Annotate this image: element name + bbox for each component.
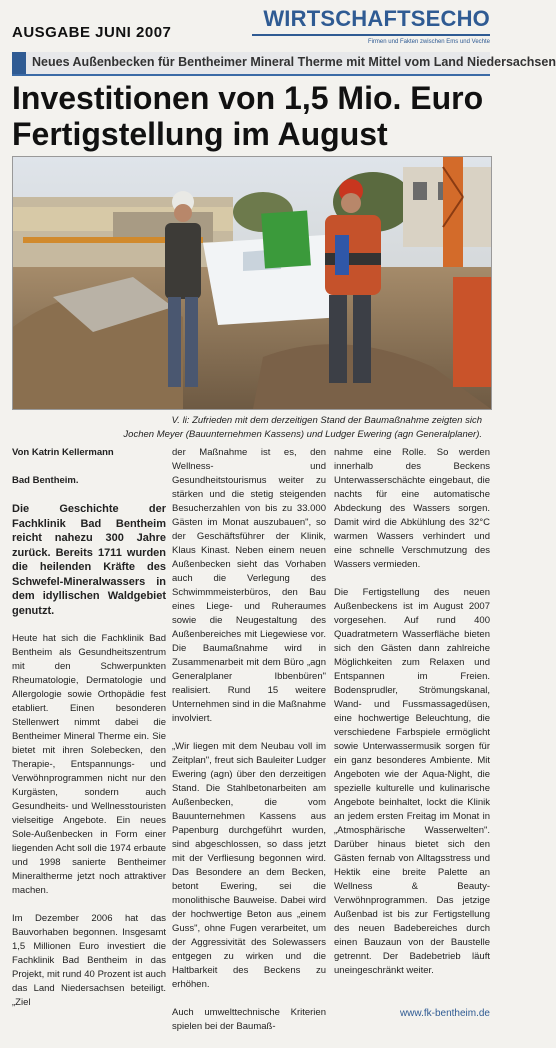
body-paragraph: Im Dezember 2006 hat das Bauvorhaben begonnen. Insgesamt 1,5 Millionen Euro investiert die Fachklinik Bad Bentheim in das Projekt, mit rund 40 Prozent ist auch das Land Niedersachsen beteiligt. „Ziel <box>12 913 166 1008</box>
body-paragraph: Heute hat sich die Fachklinik Bad Bentheim als Gesundheitszentrum mit den Schwerpunkten Rheumatologie, Dermatologie und Allergologie sowie Orthopädie fest etabliert. Einen besonderen Stellenwert nimmt dabei die Bentheimer Mineral Therme ein. Sie bietet mit ihren Solebecken, den Therapie-, Entspannungs- und Verwöhnprogrammen nicht nur den Kurgästen, sondern auch Gesundheits- und Wellnesstouristen vielseitige Angebote. Ein neues Sole-Außenbecken in Form einer liegenden Acht soll die 1974 erbaute und 1998 sanierte Bentheimer Mineraltherme jetzt noch attraktiver machen. <box>12 633 166 896</box>
body-paragraph: „Wir liegen mit dem Neubau voll im Zeitplan", freut sich Bauleiter Ludger Ewering (agn) über den derzeitigen Stand. Die Stahlbetonarbeiten am Außenbecken, die vom Bauunternehmen Kassens aus Papenburg durchgeführt wurden, sind abgeschlossen, so dass jetzt mit der Verfliesung begonnen wird. Das Besondere an dem Becken, betont Ewering, sei die monolithische Bauweise. Dabei wird der hochwertige Beton aus „einem Guss", ohne Fugen verarbeitet, um der Aggressivität des Solewassers entgegen zu wirken und die Haltbarkeit des Beckens zu erhöhen. <box>172 741 326 990</box>
article-headline <box>12 80 492 152</box>
lead-paragraph: Die Geschichte der Fachklinik Bad Bentheim reicht nahezu 300 Jahre zurück. Bereits 1711 wurden die heilenden Kräfte des Schwefel-Mineralwassers in dem idyllischen Waldgebiet genutzt. <box>12 503 166 617</box>
caption-line-1: V. li: Zufrieden mit dem derzeitigen Stand der Baumaßnahme zeigten sich <box>171 415 482 426</box>
construction-site-photo <box>13 157 491 409</box>
subheadline-text: Neues Außenbecken für Bentheimer Mineral Therme mit Mittel vom Land Niedersachsen <box>32 55 556 69</box>
subheadline-marker <box>12 52 26 74</box>
body-paragraph: Auch umwelttechnische Kriterien spielen bei der Baumaß- <box>172 1007 326 1032</box>
article-column-2 <box>172 446 326 1048</box>
author-byline: Von Katrin Kellermann <box>12 447 114 458</box>
body-paragraph: der Maßnahme ist es, den Wellness- und Gesundheitstourismus weiter zu stärken und die stetig steigenden Besucherzahlen von bis zu 33.000 Gästen im Monat auszubauen", so der Geschäftsführer der Klinik, Klaus Kinast. Neben einem neuen Außenbecken sieht das Vorhaben auch die Verlegung des Schwimmmeisterbüros, den Bau eines Liege- und Ruheraumes sowie die Neugestaltung des Außenbereiches mit Liegewiese vor. Die Baumaßnahme wird in Zusammenarbeit mit dem Büro „agn Generalplaner Ibbenbüren" realisiert. Rund 15 weitere Unternehmen sind in die Maßnahme involviert. <box>172 447 326 724</box>
website-link[interactable]: www.fk-bentheim.de <box>399 1008 490 1019</box>
article-column-3 <box>334 446 490 992</box>
caption-line-2: Jochen Meyer (Bauunternehmen Kassens) und Ludger Ewering (agn Generalplaner). <box>123 429 482 440</box>
headline-line-2: Fertigstellung im August <box>12 116 388 152</box>
body-paragraph: Die Fertigstellung des neuen Außenbeckens ist im August 2007 vorgesehen. Auf rund 400 Quadratmetern Wasserfläche bieten sich den Gästen dann zahlreiche Möglichkeiten zum Relaxen und Entspannen im Freien. Bodensprudler, Strömungskanal, Wand- und Fussmassagedüsen, eine hochwertige Beleuchtung, die verschiedene Farbspiele ermöglicht sowie Unterwassermusik sorgen für ein ganz besonderes Ambiente. Mit Angeboten wie der Aqua-Night, die spezielle kulturelle und kulinarische Angebote beinhaltet, lockt die Klinik an jedem ersten Freitag im Monat in „Atmosphärische Wasserwelten". Darüber hinaus bietet sich den Gästen fernab von Alltagsstress und Hektik eine breite Palette an Wellness & Beauty-Verwöhnprogrammen. Das jetzige Außenbad ist bis zur Fertigstellung des neuen Badebereiches durch einen Bauzaun von der Baustelle getrennt. Der Badebetrieb läuft uneingeschränkt weiter. <box>334 587 490 976</box>
article-photo <box>12 156 492 410</box>
masthead-subtitle: Firmen und Fakten zwischen Ems und Vechte <box>252 34 490 46</box>
masthead-title: WIRTSCHAFTSECHO <box>263 6 490 31</box>
page-header <box>0 0 556 78</box>
article-column-1 <box>12 446 166 1024</box>
dateline: Bad Bentheim. <box>12 475 79 486</box>
body-paragraph: nahme eine Rolle. So werden innerhalb des Beckens Unterwasserschächte eingebaut, die nachts für eine automatische Abdeckung des Wassers sorgen. Damit wird die Abkühlung des 32°C warmen Wassers verhindert und eine schnelle Verschmutzung des Wassers vermieden. <box>334 447 490 570</box>
masthead <box>250 4 490 46</box>
issue-label: AUSGABE JUNI 2007 <box>12 24 172 41</box>
headline-line-1: Investitionen von 1,5 Mio. Euro <box>12 80 484 116</box>
photo-caption <box>12 414 482 442</box>
subheadline-bar <box>12 52 556 76</box>
